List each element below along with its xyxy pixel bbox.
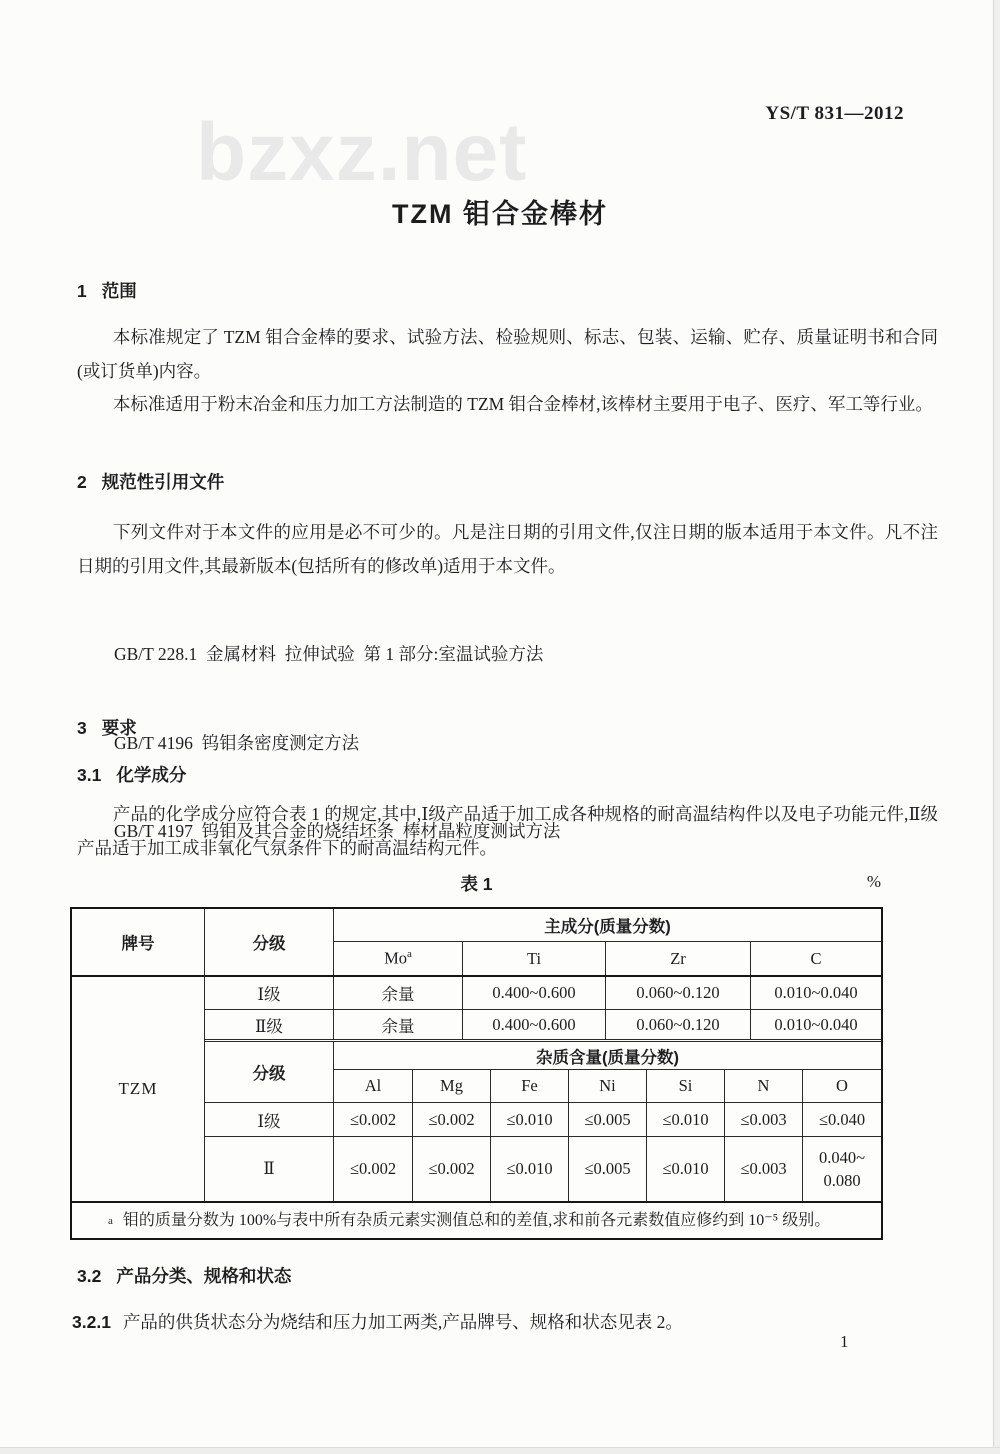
mg-value-cell: ≤0.002 [412, 1137, 490, 1201]
reference-item: GB/T 4196 钨钼条密度测定方法 [114, 732, 360, 753]
section-3-2-title: 产品分类、规格和状态 [116, 1266, 292, 1286]
section-3-1-heading [77, 762, 186, 787]
grade-cell: Ⅰ级 [257, 985, 281, 1004]
clause-3-2-1 [72, 1309, 942, 1334]
scan-edge-right [993, 0, 1000, 1454]
impurity-subheader-row [334, 1070, 881, 1102]
page-number: 1 [840, 1332, 849, 1351]
zr-value-cell: 0.060~0.120 [605, 1010, 750, 1039]
scan-edge-bottom [0, 1447, 1000, 1454]
n-value-cell: ≤0.003 [724, 1137, 802, 1201]
zr-value-cell: 0.060~0.120 [605, 977, 750, 1009]
section-3-title: 要求 [101, 718, 137, 738]
impurity-header-row [205, 1042, 881, 1103]
table1-caption: 表 1 [460, 874, 493, 894]
o-range-cell: 0.040~0.080 [802, 1137, 881, 1201]
col-header-si: Si [646, 1070, 724, 1102]
n-value-cell: ≤0.003 [724, 1103, 802, 1136]
section-1-heading [77, 278, 137, 303]
mg-value-cell: ≤0.002 [412, 1103, 490, 1136]
brand-header-cell: 牌号 [72, 909, 204, 977]
col-header-mo: Mo$^a$ [384, 948, 412, 968]
si-value-cell: ≤0.010 [646, 1103, 724, 1136]
reference-item: GB/T 228.1 金属材料 拉伸试验 第 1 部分:室温试验方法 [114, 644, 544, 664]
section-1-title: 范围 [101, 281, 137, 301]
main-group-header-cell: 主成分(质量分数) [334, 909, 881, 942]
impurity-group-header-cell: 杂质含量(质量分数) [334, 1042, 881, 1070]
al-value-cell: ≤0.002 [333, 1137, 412, 1201]
footnote-text: 钼的质量分数为 100%与表中所有杂质元素实测值总和的差值,求和前各元素数值应修约到 10⁻⁵ 级别。 [122, 1211, 831, 1229]
grade-cell: Ⅱ [263, 1159, 275, 1178]
ti-value-cell: 0.400~0.600 [462, 977, 605, 1009]
table1-body [72, 909, 881, 1201]
mo-footnote-marker: a [407, 948, 412, 961]
impurity-data-row-grade1 [205, 1103, 881, 1136]
clause-3-2-1-number: 3.2.1 [72, 1312, 111, 1332]
impurity-data-row-grade2 [205, 1136, 881, 1201]
fe-value-cell: ≤0.010 [490, 1103, 568, 1136]
col-header-al: Al [364, 1076, 382, 1095]
mo-value-cell: 余量 [333, 977, 462, 1009]
col-header-c: C [750, 942, 881, 975]
grade-cell: Ⅱ级 [255, 1016, 283, 1036]
section-2-title: 规范性引用文件 [101, 472, 225, 492]
ni-value-cell: ≤0.005 [568, 1103, 646, 1136]
grade-header-cell: 分级 [252, 935, 286, 953]
al-value-cell: ≤0.002 [333, 1103, 412, 1136]
section-3-1-number: 3.1 [77, 765, 102, 785]
grade-cell: Ⅰ级 [257, 1111, 281, 1131]
section-3-1-title: 化学成分 [116, 765, 187, 785]
si-value-cell: ≤0.010 [646, 1137, 724, 1201]
section-3-2-number: 3.2 [77, 1266, 102, 1286]
main-header-row [205, 909, 881, 977]
mo-value-cell: 余量 [333, 1010, 462, 1039]
section-3-2-heading [77, 1263, 291, 1288]
col-header-ti: Ti [462, 942, 605, 975]
fe-value-cell: ≤0.010 [490, 1137, 568, 1201]
table1-unit: % [866, 872, 881, 891]
o-value-cell: ≤0.040 [802, 1103, 881, 1136]
col-header-n: N [724, 1070, 802, 1102]
grade-header-cell: 分级 [252, 1065, 286, 1083]
scope-paragraph-1: 本标准规定了 TZM 钼合金棒的要求、试验方法、检验规则、标志、包装、运输、贮存、质量证明书和合同(或订货单)内容。 [77, 327, 938, 381]
footnote-marker: a [108, 1214, 113, 1227]
document-title: TZM 钼合金棒材 [392, 199, 608, 229]
col-header-ni: Ni [568, 1070, 646, 1102]
col-header-o: O [802, 1070, 881, 1102]
c-value-cell: 0.010~0.040 [750, 1010, 881, 1039]
section-2-number: 2 [77, 472, 87, 492]
impurity-group-stack [333, 1042, 881, 1102]
table1-right-area [205, 909, 881, 1201]
references-intro-paragraph: 下列文件对于本文件的应用是必不可少的。凡是注日期的引用文件,仅注日期的版本适用于本文件。凡不注日期的引用文件,其最新版本(包括所有的修改单)适用于本文件。 [77, 522, 938, 576]
ti-value-cell: 0.400~0.600 [462, 1010, 605, 1039]
col-header-zr: Zr [605, 942, 750, 975]
table1-footnote [72, 1201, 881, 1238]
col-header-mg: Mg [412, 1070, 490, 1102]
brand-value-cell: TZM [118, 1079, 158, 1098]
clause-3-2-1-text: 产品的供货状态分为烧结和压力加工两类,产品牌号、规格和状态见表 2。 [122, 1312, 683, 1332]
chemical-composition-paragraph: 产品的化学成分应符合表 1 的规定,其中,Ⅰ级产品适于加工成各种规格的耐高温结构件以及电子功能元件,Ⅱ级产品适于加工成非氧化气氛条件下的耐高温结构元件。 [77, 804, 938, 858]
standard-number: YS/T 831—2012 [765, 103, 904, 124]
section-3-heading [77, 715, 137, 740]
main-subheader-row [334, 942, 881, 975]
section-1-number: 1 [77, 281, 87, 301]
ni-value-cell: ≤0.005 [568, 1137, 646, 1201]
site-watermark: bzxz.net [196, 107, 528, 198]
main-group-stack [333, 909, 881, 975]
section-3-number: 3 [77, 718, 87, 738]
col-header-fe: Fe [490, 1070, 568, 1102]
table1-caption-row [70, 871, 883, 896]
c-value-cell: 0.010~0.040 [750, 977, 881, 1009]
scope-paragraph-2: 本标准适用于粉末冶金和压力加工方法制造的 TZM 钼合金棒材,该棒材主要用于电子、医疗、军工等行业。 [112, 394, 933, 414]
reference-item: GB/T 4197 钨钼及其合金的烧结坯条 棒材晶粒度测试方法 [114, 821, 561, 841]
table1-brand-column [72, 909, 205, 1201]
table1-chemical-composition [70, 907, 883, 1240]
section-2-heading [77, 469, 224, 494]
main-data-row-grade1 [205, 977, 881, 1009]
main-data-row-grade2 [205, 1009, 881, 1042]
